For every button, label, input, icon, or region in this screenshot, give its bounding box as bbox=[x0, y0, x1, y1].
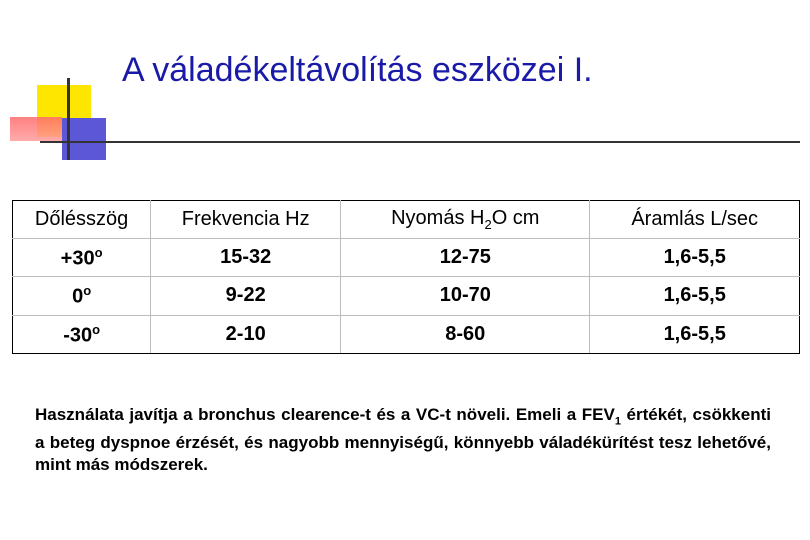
decor-red-bar bbox=[10, 117, 62, 141]
header-pressure-sub: 2 bbox=[484, 217, 492, 232]
header-pressure-a: Nyomás H bbox=[391, 207, 485, 229]
angle-value: -30 bbox=[63, 324, 93, 347]
angle-value: +30 bbox=[60, 247, 95, 270]
cell-angle bbox=[13, 277, 151, 315]
slide-title: A váladékeltávolítás eszközei I. bbox=[122, 51, 593, 89]
header-pressure bbox=[341, 201, 590, 239]
title-underline bbox=[40, 141, 800, 143]
header-flow: Áramlás L/sec bbox=[590, 201, 800, 239]
cell-pressure: 8-60 bbox=[341, 315, 590, 353]
header-frequency: Frekvencia Hz bbox=[151, 201, 341, 239]
cell-pressure: 12-75 bbox=[341, 239, 590, 277]
angle-value: 0 bbox=[72, 285, 84, 308]
table-row bbox=[13, 239, 800, 277]
cell-flow: 1,6-5,5 bbox=[590, 239, 800, 277]
degree-mark: o bbox=[83, 283, 92, 299]
cell-frequency: 15-32 bbox=[151, 239, 341, 277]
table-header-row bbox=[13, 201, 800, 239]
decor-vertical-line bbox=[67, 78, 70, 160]
header-pressure-b: O cm bbox=[491, 207, 540, 229]
cell-angle bbox=[13, 315, 151, 353]
table-row bbox=[13, 277, 800, 315]
cell-flow: 1,6-5,5 bbox=[590, 277, 800, 315]
note-subscript: 1 bbox=[614, 415, 621, 428]
note-text-2: értékét, csökkenti a beteg dyspnoe érzését, és nagyobb mennyiségű, könnyebb váladékürítést tesz lehetővé, mint más módszerek. bbox=[35, 405, 771, 475]
degree-mark: o bbox=[94, 244, 103, 260]
table-row bbox=[13, 315, 800, 353]
description-paragraph bbox=[35, 404, 771, 476]
cell-angle bbox=[13, 239, 151, 277]
cell-pressure: 10-70 bbox=[341, 277, 590, 315]
cell-frequency: 9-22 bbox=[151, 277, 341, 315]
parameters-table bbox=[12, 200, 800, 354]
note-text-1: Használata javítja a bronchus clearence-t és a VC-t növeli. Emeli a FEV bbox=[35, 405, 615, 424]
cell-frequency: 2-10 bbox=[151, 315, 341, 353]
cell-flow: 1,6-5,5 bbox=[590, 315, 800, 353]
degree-mark: o bbox=[92, 321, 101, 337]
header-angle: Dőlésszög bbox=[13, 201, 151, 239]
